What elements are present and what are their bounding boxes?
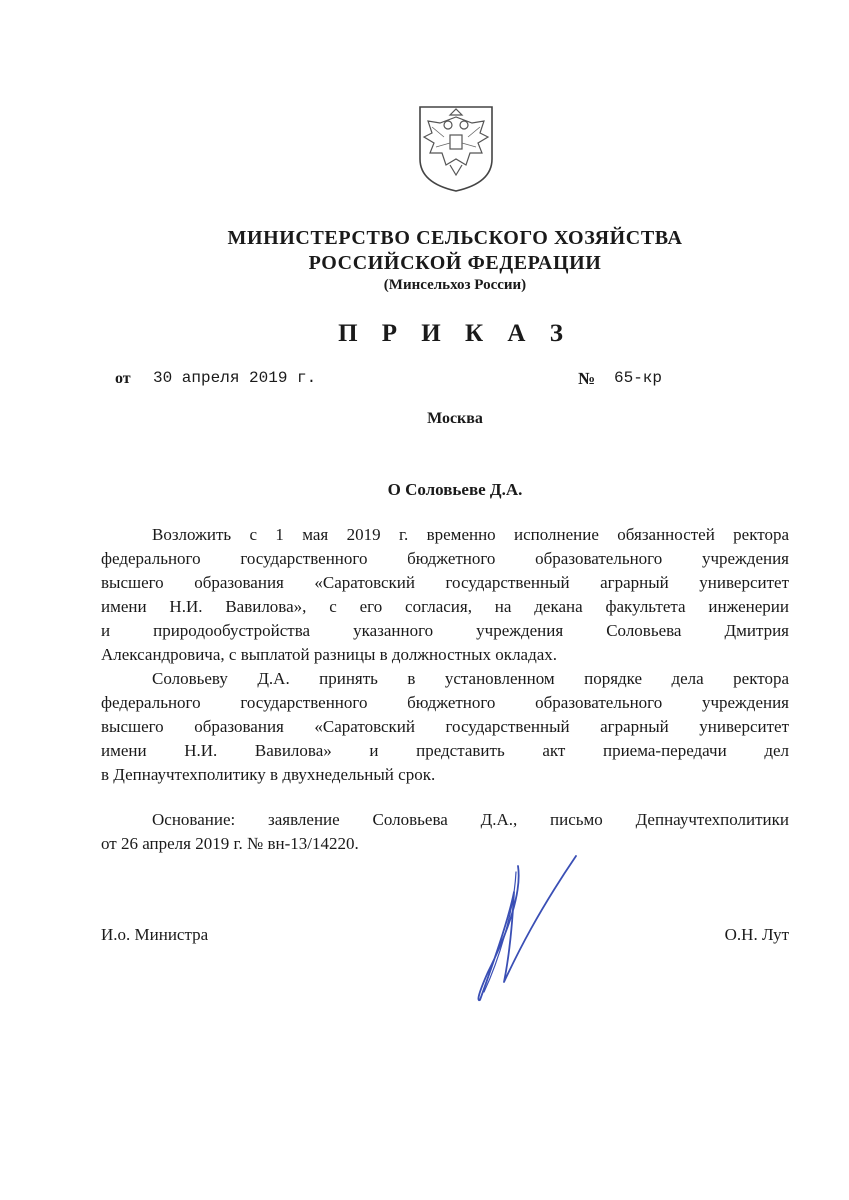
body-line: Александровича, с выплатой разницы в должностных окладах. <box>101 645 558 664</box>
city: Москва <box>427 410 483 427</box>
body-line: федерального государственного бюджетного образовательного учреждения <box>101 693 789 712</box>
body-line: имени Н.И. Вавилова», с его согласия, на декана факультета инженерии <box>101 597 789 616</box>
body-line: Возложить с 1 мая 2019 г. временно исполнение обязанностей ректора <box>152 525 789 544</box>
signatory-name: О.Н. Лут <box>724 925 789 944</box>
body-line: высшего образования «Саратовский государственный аграрный университет <box>101 573 789 592</box>
body-line: имени Н.И. Вавилова» и представить акт приема-передачи дел <box>101 741 789 760</box>
number-label: № <box>578 369 596 388</box>
ministry-title-line2: РОССИЙСКОЙ ФЕДЕРАЦИИ <box>308 252 602 274</box>
handwritten-signature <box>468 852 578 1012</box>
body-line: Соловьеву Д.А. принять в установленном порядке дела ректора <box>152 669 789 688</box>
coat-of-arms-icon <box>410 103 502 195</box>
body-line: высшего образования «Саратовский государственный аграрный университет <box>101 717 789 736</box>
date-value: 30 апреля 2019 г. <box>153 369 317 387</box>
ministry-short-name: (Минсельхоз России) <box>383 277 527 293</box>
basis-line: Основание: заявление Соловьева Д.А., письмо Депнаучтехполитики <box>152 810 789 829</box>
body-line: в Депнаучтехполитику в двухнедельный срок. <box>101 765 436 784</box>
body-line: федерального государственного бюджетного образовательного учреждения <box>101 549 789 568</box>
basis-line: от 26 апреля 2019 г. № вн-13/14220. <box>101 834 359 853</box>
document-type: П Р И К А З <box>338 320 572 347</box>
ministry-title-line1: МИНИСТЕРСТВО СЕЛЬСКОГО ХОЗЯЙСТВА <box>227 227 683 249</box>
signatory-role: И.о. Министра <box>101 925 209 944</box>
body-line: и природообустройства указанного учреждения Соловьева Дмитрия <box>101 621 789 640</box>
number-value: 65-кр <box>614 369 663 387</box>
date-label: от <box>115 370 131 387</box>
document-subject: О Соловьеве Д.А. <box>387 480 523 499</box>
